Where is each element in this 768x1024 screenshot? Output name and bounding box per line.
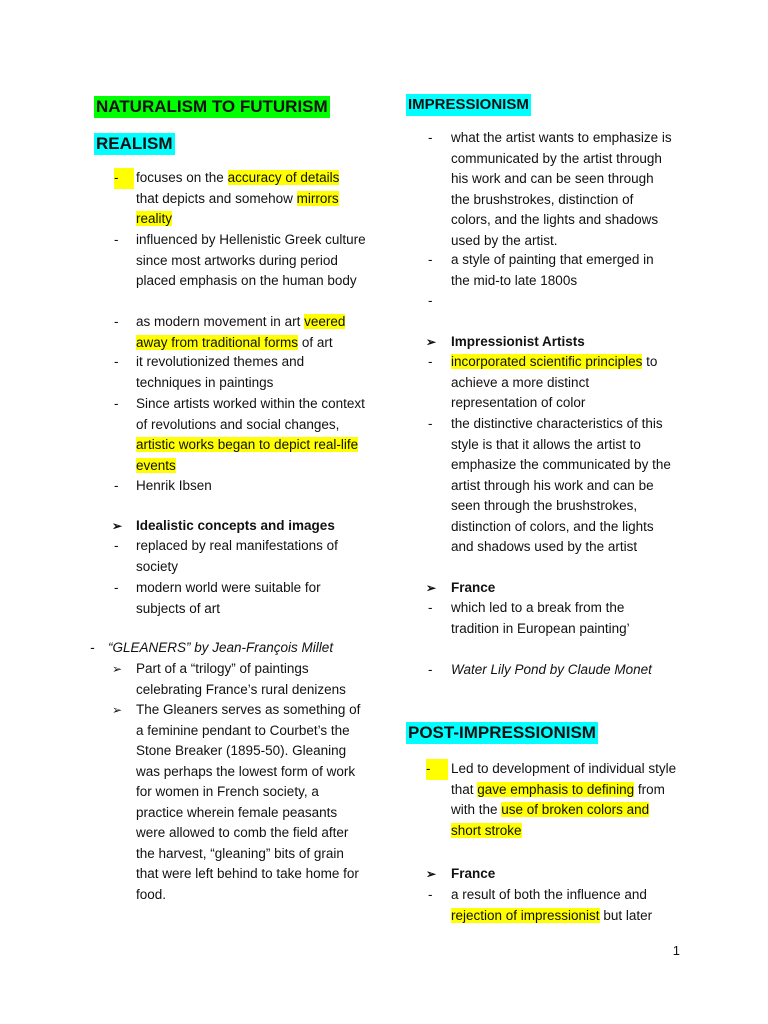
arrow-bullet-icon: ➢ [426,335,437,349]
main-title: NATURALISM TO FUTURISM [96,97,328,116]
bullet-dash: - [426,759,448,780]
page-number: 1 [672,943,680,958]
arrow-bullet-icon: ➢ [426,867,437,881]
arrow-bullet-icon: ➢ [112,519,123,533]
impressionism-title: IMPRESSIONISM [406,94,531,116]
bullet-dash: - [114,168,134,189]
post-impressionism-title: POST-IMPRESSIONISM [408,723,596,742]
arrow-bullet-icon: ➢ [426,581,437,595]
realism-title: REALISM [96,134,173,153]
realism-item-text: focuses on the accuracy of details that depicts and somehow mirrors reality [136,170,340,226]
arrow-bullet-icon: ➢ [112,662,123,676]
arrow-bullet-icon: ➢ [112,703,123,717]
